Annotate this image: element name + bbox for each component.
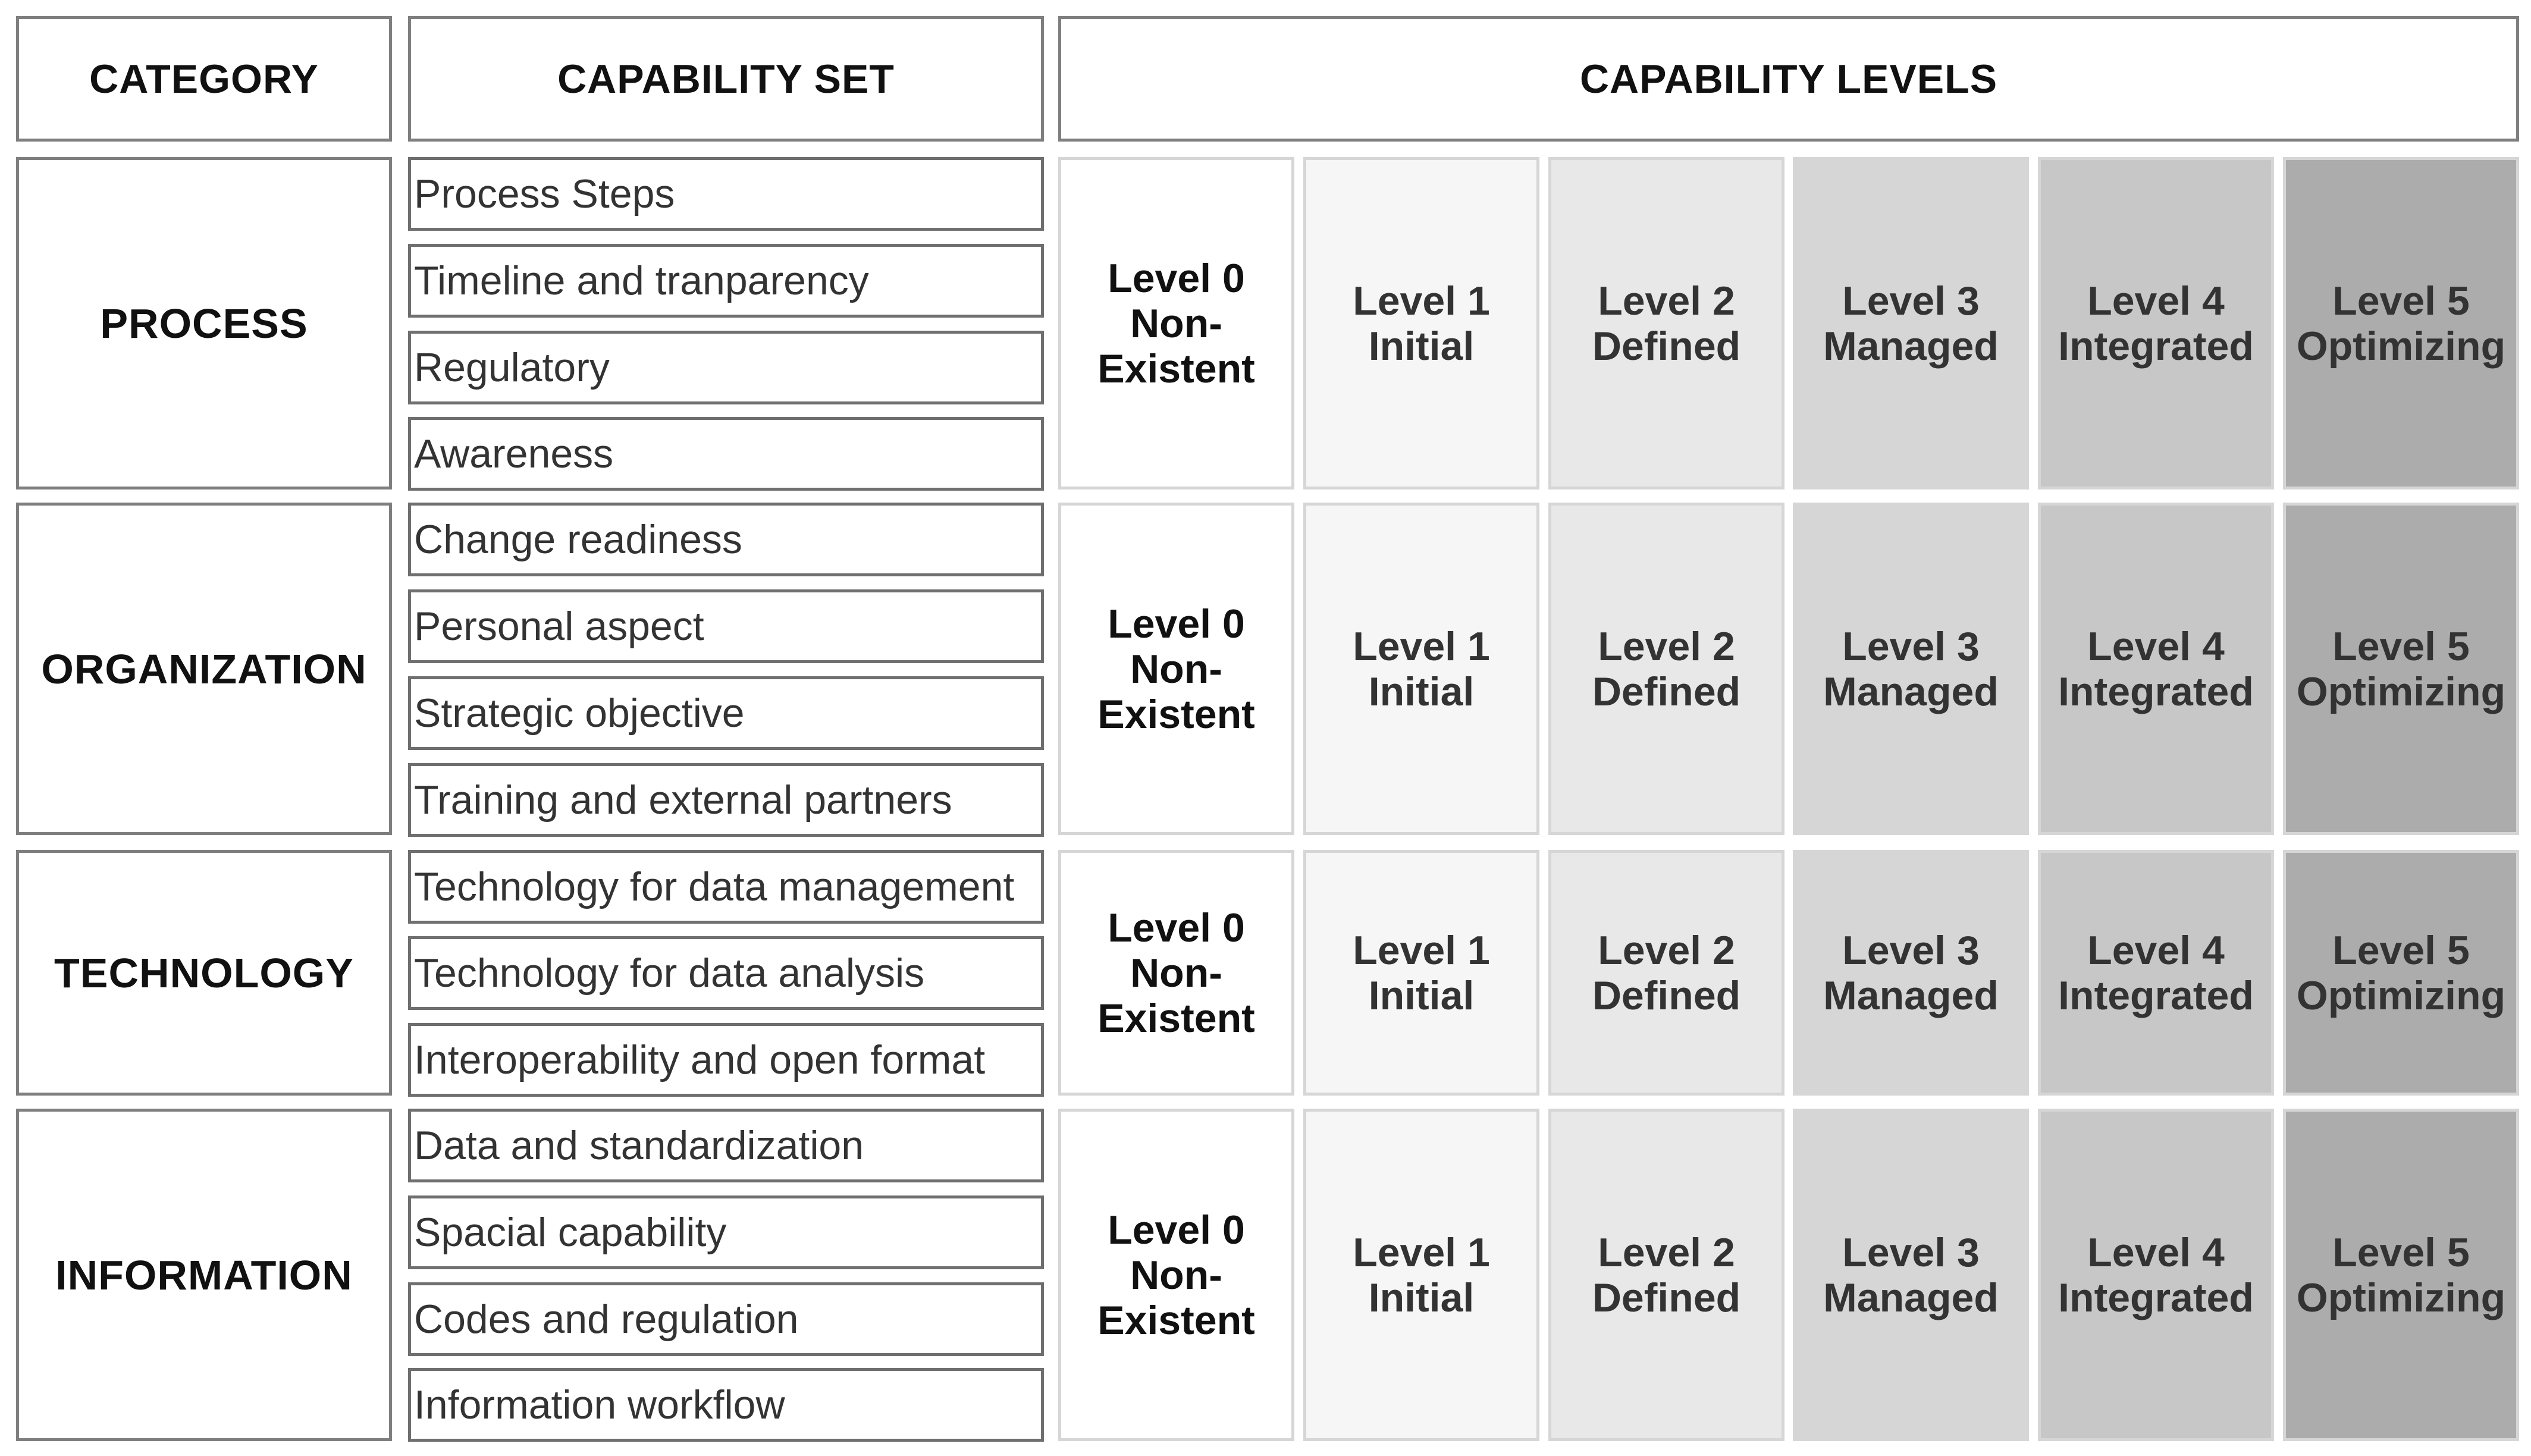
level-title: Level 5 (2332, 927, 2470, 973)
level-subtitle: Non- (1130, 950, 1222, 996)
capability-item: Timeline and tranparency (408, 244, 1044, 318)
level-title: Level 4 (2087, 927, 2225, 973)
level-subtitle: Non- (1130, 1252, 1222, 1298)
level-0-cell (1058, 503, 1294, 835)
level-1-cell (1303, 1109, 1539, 1441)
level-2-cell (1548, 1109, 1784, 1441)
level-subtitle: Defined (1592, 323, 1741, 369)
category-technology: TECHNOLOGY (16, 850, 392, 1096)
level-subtitle-cont: Existent (1097, 995, 1255, 1041)
level-0-cell (1058, 1109, 1294, 1441)
level-title: Level 2 (1598, 278, 1735, 324)
header-capability-set: CAPABILITY SET (408, 16, 1044, 142)
header-category: CATEGORY (16, 16, 392, 142)
level-title: Level 5 (2332, 1229, 2470, 1275)
capability-item: Data and standardization (408, 1109, 1044, 1182)
capability-item: Spacial capability (408, 1195, 1044, 1269)
level-2-cell (1548, 503, 1784, 835)
level-subtitle: Managed (1823, 323, 1999, 369)
capability-item: Process Steps (408, 157, 1044, 231)
level-title: Level 0 (1108, 601, 1245, 647)
level-4-cell (2038, 850, 2274, 1096)
level-4-cell (2038, 157, 2274, 489)
level-title: Level 3 (1842, 278, 1980, 324)
level-1-cell (1303, 850, 1539, 1096)
level-subtitle: Initial (1368, 669, 1475, 714)
level-title: Level 1 (1353, 927, 1490, 973)
capability-item: Strategic objective (408, 676, 1044, 750)
level-title: Level 4 (2087, 278, 2225, 324)
level-subtitle: Integrated (2058, 323, 2254, 369)
level-title: Level 2 (1598, 1229, 1735, 1275)
capability-item: Technology for data analysis (408, 936, 1044, 1010)
level-subtitle: Defined (1592, 669, 1741, 714)
level-subtitle: Managed (1823, 1275, 1999, 1320)
level-title: Level 5 (2332, 278, 2470, 324)
level-subtitle: Integrated (2058, 972, 2254, 1018)
level-subtitle: Non- (1130, 300, 1222, 346)
level-title: Level 3 (1842, 927, 1980, 973)
level-3-cell (1793, 503, 2029, 835)
category-organization: ORGANIZATION (16, 503, 392, 835)
level-title: Level 2 (1598, 623, 1735, 669)
level-4-cell (2038, 1109, 2274, 1441)
capability-item: Technology for data management (408, 850, 1044, 924)
level-subtitle: Optimizing (2296, 972, 2506, 1018)
level-5-cell (2283, 157, 2519, 489)
level-5-cell (2283, 850, 2519, 1096)
level-1-cell (1303, 503, 1539, 835)
level-title: Level 2 (1598, 927, 1735, 973)
level-title: Level 4 (2087, 623, 2225, 669)
level-3-cell (1793, 157, 2029, 489)
level-4-cell (2038, 503, 2274, 835)
level-subtitle: Defined (1592, 1275, 1741, 1320)
category-process: PROCESS (16, 157, 392, 489)
level-subtitle: Defined (1592, 972, 1741, 1018)
capability-item: Change readiness (408, 503, 1044, 576)
level-subtitle: Non- (1130, 646, 1222, 692)
level-0-cell (1058, 157, 1294, 489)
level-subtitle: Initial (1368, 1275, 1475, 1320)
capability-item: Information workflow (408, 1368, 1044, 1442)
level-title: Level 5 (2332, 623, 2470, 669)
level-3-cell (1793, 850, 2029, 1096)
level-title: Level 3 (1842, 1229, 1980, 1275)
level-subtitle: Managed (1823, 669, 1999, 714)
capability-item: Awareness (408, 417, 1044, 491)
capability-item: Regulatory (408, 331, 1044, 404)
level-subtitle: Initial (1368, 972, 1475, 1018)
capability-item: Interoperability and open format (408, 1023, 1044, 1097)
level-subtitle: Optimizing (2296, 323, 2506, 369)
level-2-cell (1548, 850, 1784, 1096)
capability-item: Personal aspect (408, 589, 1044, 663)
level-0-cell (1058, 850, 1294, 1096)
level-title: Level 4 (2087, 1229, 2225, 1275)
level-2-cell (1548, 157, 1784, 489)
level-subtitle-cont: Existent (1097, 691, 1255, 737)
level-title: Level 0 (1108, 255, 1245, 301)
level-subtitle: Integrated (2058, 669, 2254, 714)
level-subtitle: Optimizing (2296, 669, 2506, 714)
level-subtitle: Initial (1368, 323, 1475, 369)
level-subtitle-cont: Existent (1097, 346, 1255, 391)
level-title: Level 0 (1108, 1207, 1245, 1253)
capability-item: Codes and regulation (408, 1282, 1044, 1356)
level-title: Level 0 (1108, 905, 1245, 950)
level-3-cell (1793, 1109, 2029, 1441)
level-subtitle: Integrated (2058, 1275, 2254, 1320)
category-information: INFORMATION (16, 1109, 392, 1441)
level-title: Level 3 (1842, 623, 1980, 669)
level-5-cell (2283, 1109, 2519, 1441)
level-5-cell (2283, 503, 2519, 835)
capability-item: Training and external partners (408, 763, 1044, 837)
level-title: Level 1 (1353, 1229, 1490, 1275)
level-title: Level 1 (1353, 623, 1490, 669)
header-capability-levels: CAPABILITY LEVELS (1058, 16, 2519, 142)
level-title: Level 1 (1353, 278, 1490, 324)
level-1-cell (1303, 157, 1539, 489)
level-subtitle-cont: Existent (1097, 1297, 1255, 1343)
level-subtitle: Managed (1823, 972, 1999, 1018)
level-subtitle: Optimizing (2296, 1275, 2506, 1320)
